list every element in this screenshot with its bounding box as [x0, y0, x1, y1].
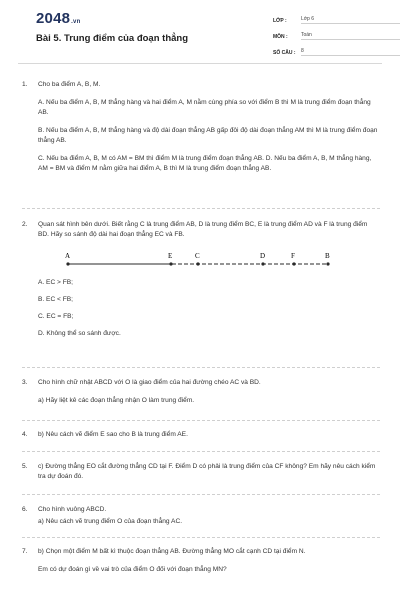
- question-separator: [22, 494, 380, 495]
- question-text: c) Đường thẳng EO cắt đường thẳng CD tại F. Điểm D có phải là trung điểm của CF không? Em hãy nêu cách kiểm tra dự đoán đó.: [38, 463, 376, 480]
- worksheet-meta: [273, 12, 400, 60]
- question-separator: [22, 367, 380, 368]
- question-text: Em có dự đoán gì về vai trò của điểm O đối với đoạn thẳng MN?: [38, 566, 227, 573]
- meta-subject-label: MÔN :: [273, 34, 288, 40]
- option-c[interactable]: C. EC = FB;: [38, 313, 74, 320]
- point-a-dot: [66, 262, 69, 265]
- question-separator: [22, 208, 380, 209]
- point-a: [65, 252, 70, 266]
- question-text: C. Nếu ba điểm A, B, M có AM = BM thì điểm M là trung điểm đoạn thẳng AB. D. Nếu ba điểm A, B, M thẳng hàng, AM = BM và điểm M nằm giữa hai điểm A, B thì M là trung điểm đoạn thẳng AB.: [38, 155, 372, 172]
- question-number: 1.: [22, 81, 28, 88]
- question-number: 2.: [22, 221, 28, 228]
- point-e-dot: [169, 262, 172, 265]
- point-d-dot: [261, 262, 264, 265]
- meta-class-label: LỚP :: [273, 18, 287, 24]
- question-text: Cho ba điểm A, B, M.: [38, 81, 101, 88]
- question-number: 7.: [22, 548, 28, 555]
- lesson-title: Bài 5. Trung điểm của đoạn thẳng: [36, 33, 189, 44]
- question-4: [22, 430, 380, 440]
- question-2: [22, 220, 380, 346]
- meta-count-row: [273, 44, 400, 56]
- meta-class-value: Lớp 6: [301, 16, 400, 24]
- question-6: [22, 505, 380, 527]
- segment-figure-svg: [38, 248, 338, 272]
- point-d-label: D: [260, 252, 266, 260]
- question-text: b) Nêu cách vẽ điểm E sao cho B là trung điểm AE.: [38, 431, 188, 438]
- question-3: [22, 378, 380, 406]
- question-text: B. Nếu ba điểm A, B, M thẳng hàng và độ dài đoạn thẳng AB gấp đôi độ dài đoạn thẳng AM thì M là trung điểm đoạn thẳng AB.: [38, 127, 378, 144]
- point-c-label: C: [195, 252, 200, 260]
- site-logo[interactable]: [36, 10, 80, 27]
- question-text: a) Nêu cách vẽ trung điểm O của đoạn thẳng AC.: [38, 518, 183, 525]
- question-text: A. Nếu ba điểm A, B, M thẳng hàng và hai điểm A, M nằm cùng phía so với điểm B thì M là trung điểm đoạn thẳng AB.: [38, 99, 371, 116]
- segment-figure: [38, 248, 380, 272]
- question-7: [22, 547, 380, 575]
- question-separator: [22, 420, 380, 421]
- point-c: [195, 252, 200, 266]
- point-f-dot: [292, 262, 295, 265]
- meta-count-label: SỐ CÂU :: [273, 50, 296, 56]
- header-divider: [18, 63, 382, 64]
- meta-count-value: 8: [301, 48, 400, 56]
- option-b[interactable]: B. EC < FB;: [38, 296, 73, 303]
- question-number: 6.: [22, 506, 28, 513]
- question-text: Quan sát hình bên dưới. Biết rằng C là trung điểm AB, D là trung điểm BC, E là trung điểm AD và F là trung điểm BD. Hãy so sánh độ dài hai đoạn thẳng EC và FB.: [38, 221, 368, 238]
- question-number: 4.: [22, 431, 28, 438]
- question-number: 3.: [22, 379, 28, 386]
- meta-class-row: [273, 12, 400, 24]
- question-5: [22, 462, 380, 482]
- logo-sub: .vn: [71, 19, 81, 25]
- question-text: Cho hình vuông ABCD.: [38, 506, 107, 513]
- meta-subject-value: Toán: [301, 32, 400, 40]
- meta-subject-row: [273, 28, 400, 40]
- point-b-dot: [326, 262, 329, 265]
- logo-main: 2048: [36, 10, 71, 27]
- point-d: [260, 252, 265, 266]
- point-e-label: E: [168, 252, 173, 260]
- point-b-label: B: [325, 252, 330, 260]
- question-1: [22, 80, 380, 174]
- option-d[interactable]: D. Không thể so sánh được.: [38, 330, 121, 337]
- question-number: 5.: [22, 463, 28, 470]
- option-a[interactable]: A. EC > FB;: [38, 279, 73, 286]
- worksheet-header: [18, 0, 382, 62]
- question-separator: [22, 537, 380, 538]
- answer-options: [38, 278, 380, 339]
- point-f: [291, 252, 296, 266]
- question-text: b) Chọn một điểm M bất kì thuộc đoạn thẳng AB. Đường thẳng MO cắt cạnh CD tại điểm N.: [38, 548, 306, 555]
- question-text: a) Hãy liệt kê các đoạn thẳng nhận O làm trung điểm.: [38, 397, 195, 404]
- point-a-label: A: [65, 252, 71, 260]
- question-text: Cho hình chữ nhật ABCD với O là giao điểm của hai đường chéo AC và BD.: [38, 379, 261, 386]
- point-f-label: F: [291, 252, 295, 260]
- point-c-dot: [196, 262, 199, 265]
- question-separator: [22, 451, 380, 452]
